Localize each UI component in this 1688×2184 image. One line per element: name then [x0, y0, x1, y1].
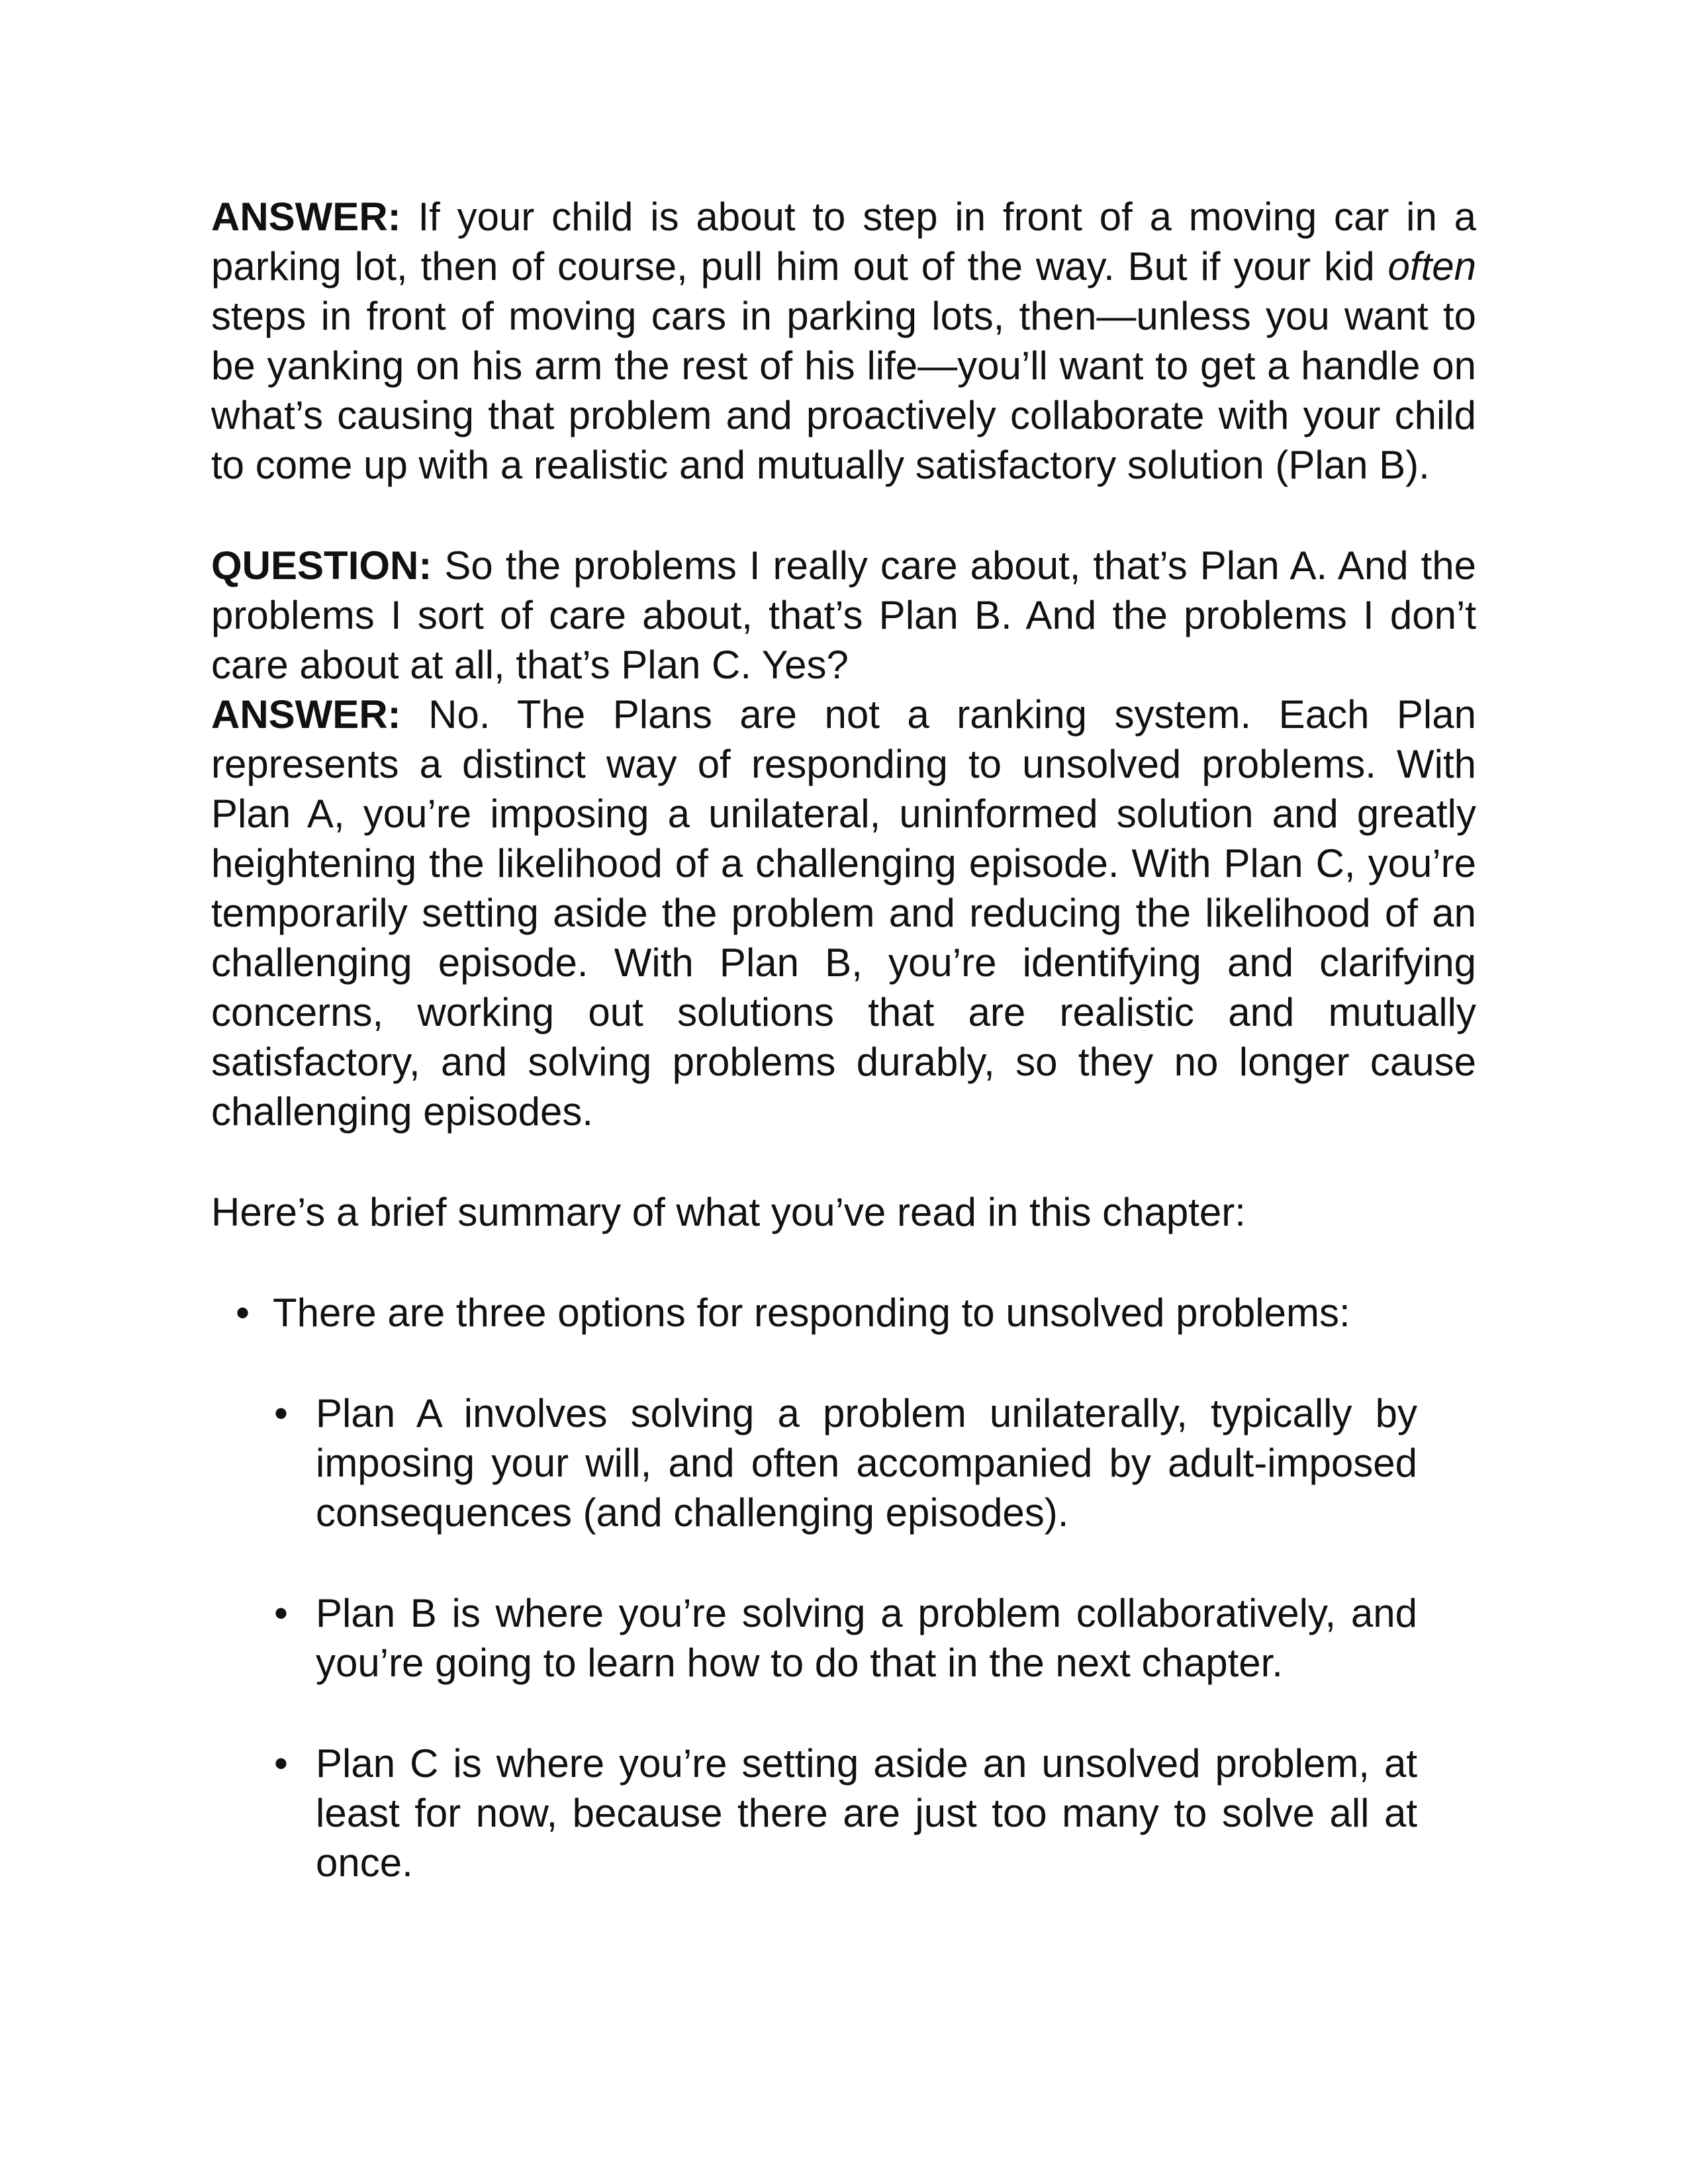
bullet-icon: • [236, 1291, 250, 1335]
question-paragraph [211, 541, 1476, 690]
answer-text: No. The Plans are not a ranking system. Each Plan represents a distinct way of responding to unsolved problems. With Plan A, you’re imposing a unilateral, uninformed solution and greatly heightening the likelihood of a challenging episode. With Plan C, you’re temporarily setting aside the problem and reducing the likelihood of an challenging episode. With Plan B, you’re identifying and clarifying concerns, working out solutions that are realistic and mutually satisfactory, and solving problems durably, so they no longer cause challenging episodes. [211, 692, 1476, 1134]
sub-bullet-item-plan-a [211, 1388, 1417, 1537]
answer-text-part-1: If your child is about to step in front of a moving car in a parking lot, then of course, pull him out of the way. But if your kid [211, 195, 1476, 289]
answer-label: ANSWER: [211, 692, 401, 737]
bullet-text: There are three options for responding to unsolved problems: [273, 1291, 1350, 1335]
bullet-icon: • [274, 1391, 289, 1435]
sub-bullet-item-plan-b [211, 1588, 1417, 1688]
question-label: QUESTION: [211, 543, 432, 588]
bullet-list-item [211, 1288, 1476, 1338]
bullet-icon: • [274, 1741, 289, 1786]
sub-bullet-text: Plan B is where you’re solving a problem collaboratively, and you’re going to learn how to do that in the next chapter. [316, 1591, 1417, 1685]
sub-bullet-item-plan-c [211, 1739, 1417, 1888]
summary-intro: Here’s a brief summary of what you’ve read in this chapter: [211, 1190, 1246, 1234]
document-page [211, 192, 1476, 1888]
bullet-icon: • [274, 1591, 289, 1635]
answer-paragraph-1 [211, 192, 1476, 490]
answer-paragraph-2 [211, 690, 1476, 1136]
answer-italic-word: often [1387, 244, 1476, 289]
sub-bullet-text: Plan C is where you’re setting aside an unsolved problem, at least for now, because there are just too many to solve all at once. [316, 1741, 1417, 1885]
answer-text-part-2: steps in front of moving cars in parking lots, then—unless you want to be yanking on his arm the rest of his life—you’ll want to get a handle on what’s causing that problem and proactively collaborate with your child to come up with a realistic and mutually satisfactory solution (Plan B). [211, 294, 1476, 487]
answer-label: ANSWER: [211, 195, 401, 239]
sub-bullet-text: Plan A involves solving a problem unilaterally, typically by imposing your will, and often accompanied by adult-imposed consequences (and challenging episodes). [316, 1391, 1417, 1535]
question-text: So the problems I really care about, that’s Plan A. And the problems I sort of care about, that’s Plan B. And the problems I don’t care about at all, that’s Plan C. Yes? [211, 543, 1476, 687]
